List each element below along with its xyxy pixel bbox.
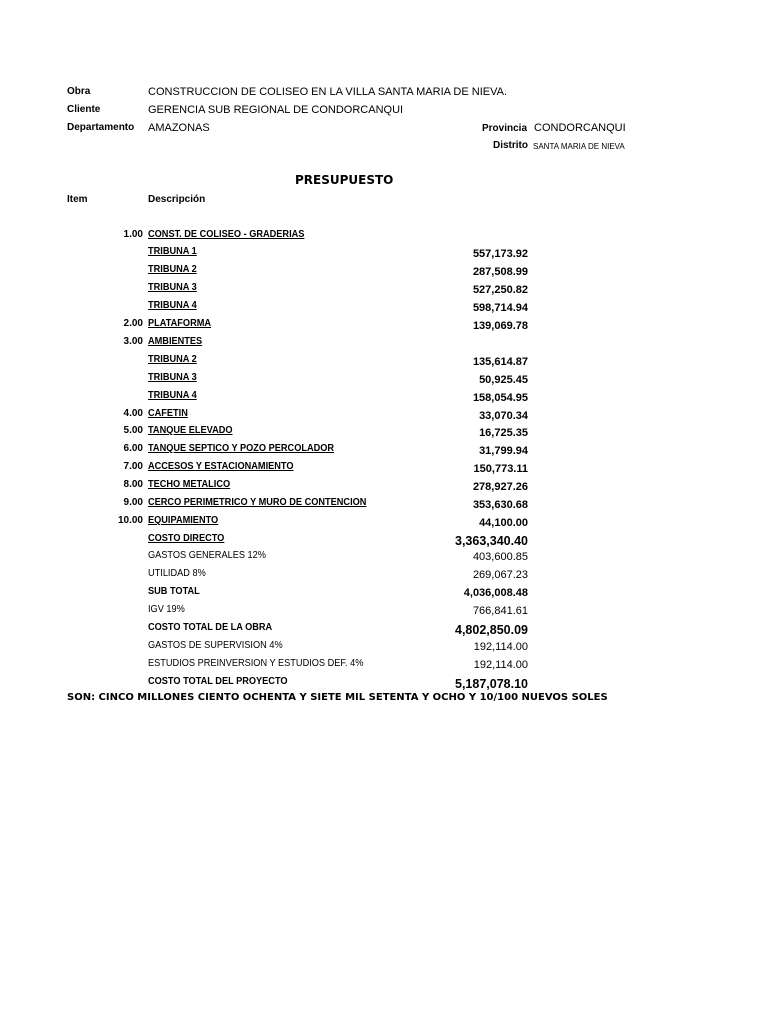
item-description: TRIBUNA 2 <box>148 264 197 275</box>
summary-label: COSTO TOTAL DE LA OBRA <box>148 622 273 633</box>
provincia-label: Provincia <box>482 123 528 134</box>
item-number: 1.00 <box>123 229 143 240</box>
item-amount: 33,070.34 <box>479 410 528 422</box>
item-amount: 557,173.92 <box>472 248 528 260</box>
column-header-item: Item <box>67 194 88 205</box>
summary-label: GASTOS GENERALES 12% <box>148 550 266 561</box>
item-amount: 278,927.26 <box>472 481 528 493</box>
item-description: TRIBUNA 3 <box>148 282 197 293</box>
summary-label: UTILIDAD 8% <box>148 568 206 579</box>
summary-amount: 192,114.00 <box>473 641 528 653</box>
summary-amount: 403,600.85 <box>472 551 528 563</box>
item-number: 3.00 <box>123 336 143 347</box>
summary-amount: 5,187,078.10 <box>455 677 528 691</box>
item-number: 9.00 <box>123 497 143 508</box>
summary-amount: 192,114.00 <box>473 659 528 671</box>
item-amount: 353,630.68 <box>472 499 528 511</box>
item-description: TECHO METALICO <box>148 479 231 490</box>
item-amount: 139,069.78 <box>472 320 528 332</box>
amount-in-words: SON: CINCO MILLONES CIENTO OCHENTA Y SIETE MIL SETENTA Y OCHO Y 10/100 NUEVOS SOLES <box>67 692 608 703</box>
summary-label: ESTUDIOS PREINVERSION Y ESTUDIOS DEF. 4% <box>148 658 364 669</box>
summary-label: GASTOS DE SUPERVISION 4% <box>148 640 283 651</box>
item-amount: 135,614.87 <box>472 356 528 368</box>
item-description: CONST. DE COLISEO - GRADERIAS <box>148 229 305 240</box>
summary-amount: 4,036,008.48 <box>463 587 528 599</box>
item-description: TRIBUNA 4 <box>148 300 197 311</box>
item-amount: 16,725.35 <box>479 427 528 439</box>
item-number: 4.00 <box>123 408 143 419</box>
item-description: CAFETIN <box>148 408 188 419</box>
item-description: EQUIPAMIENTO <box>148 515 219 526</box>
item-amount: 527,250.82 <box>472 284 528 296</box>
item-amount: 31,799.94 <box>479 445 528 457</box>
obra-label: Obra <box>67 86 91 97</box>
summary-amount: 4,802,850.09 <box>455 623 528 637</box>
cliente-value: GERENCIA SUB REGIONAL DE CONDORCANQUI <box>148 104 404 116</box>
summary-amount: 3,363,340.40 <box>455 534 528 548</box>
item-description: TRIBUNA 4 <box>148 390 197 401</box>
departamento-value: AMAZONAS <box>148 122 210 134</box>
provincia-value: CONDORCANQUI <box>534 122 626 134</box>
item-amount: 44,100.00 <box>479 517 528 529</box>
item-description: CERCO PERIMETRICO Y MURO DE CONTENCION <box>148 497 367 508</box>
item-description: TRIBUNA 3 <box>148 372 197 383</box>
item-number: 8.00 <box>123 479 143 490</box>
distrito-value: SANTA MARIA DE NIEVA <box>533 142 625 151</box>
summary-label: SUB TOTAL <box>148 586 200 597</box>
distrito-label: Distrito <box>493 140 528 151</box>
page-title: PRESUPUESTO <box>295 173 394 187</box>
item-number: 6.00 <box>123 443 143 454</box>
item-description: ACCESOS Y ESTACIONAMIENTO <box>148 461 294 472</box>
summary-label: IGV 19% <box>148 604 185 615</box>
summary-amount: 269,067.23 <box>472 569 528 581</box>
item-description: TRIBUNA 1 <box>148 246 197 257</box>
obra-value: CONSTRUCCION DE COLISEO EN LA VILLA SANTA MARIA DE NIEVA. <box>148 86 508 98</box>
item-amount: 287,508.99 <box>472 266 528 278</box>
item-description: TRIBUNA 2 <box>148 354 197 365</box>
item-amount: 150,773.11 <box>473 463 528 475</box>
item-number: 2.00 <box>123 318 143 329</box>
item-amount: 50,925.45 <box>479 374 528 386</box>
summary-label: COSTO TOTAL DEL PROYECTO <box>148 676 288 687</box>
item-number: 10.00 <box>117 515 143 526</box>
item-description: AMBIENTES <box>148 336 203 347</box>
item-description: TANQUE ELEVADO <box>148 425 233 436</box>
summary-label: COSTO DIRECTO <box>148 533 225 544</box>
column-header-descripcion: Descripción <box>148 194 206 205</box>
item-number: 7.00 <box>123 461 143 472</box>
item-amount: 598,714.94 <box>472 302 528 314</box>
departamento-label: Departamento <box>67 122 135 133</box>
summary-amount: 766,841.61 <box>472 605 528 617</box>
item-description: PLATAFORMA <box>148 318 212 329</box>
cliente-label: Cliente <box>67 104 101 115</box>
item-description: TANQUE SEPTICO Y POZO PERCOLADOR <box>148 443 335 454</box>
item-amount: 158,054.95 <box>472 392 528 404</box>
item-number: 5.00 <box>123 425 143 436</box>
